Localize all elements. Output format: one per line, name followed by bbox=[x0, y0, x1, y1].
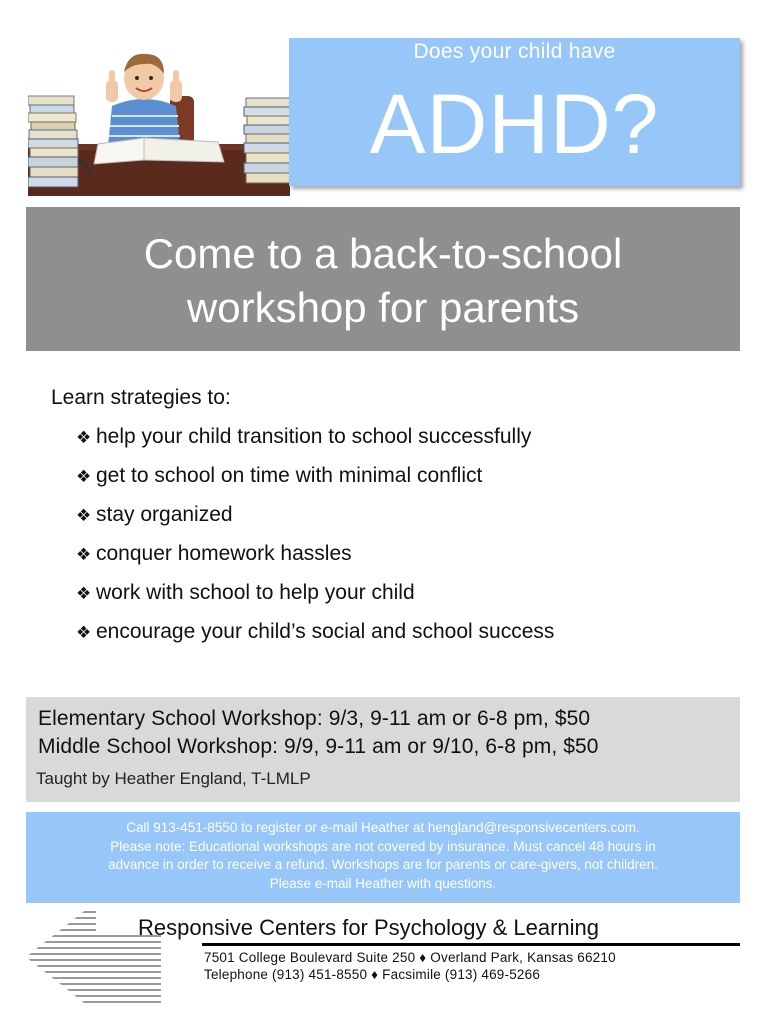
diamond-bullet-icon: ❖ bbox=[76, 584, 92, 604]
contact-line: Please e-mail Heather with questions. bbox=[269, 875, 497, 891]
diamond-bullet-icon: ❖ bbox=[76, 623, 92, 643]
strategies-list bbox=[76, 423, 554, 657]
strategy-text: get to school on time with minimal conflict bbox=[96, 464, 483, 487]
workshop-schedule-box bbox=[26, 697, 740, 802]
strategy-text: encourage your child’s social and school success bbox=[96, 620, 555, 643]
contact-line: Call 913-451-8550 to register or e-mail Heather at hengland@responsivecenters.com. bbox=[126, 820, 640, 835]
strategy-text: work with school to help your child bbox=[96, 581, 415, 604]
phone-line: Telephone (913) 451-8550 ♦ Facsimile (913) 469-5266 bbox=[204, 967, 541, 982]
headline-adhd: ADHD? bbox=[369, 77, 660, 171]
contact-line: Please note: Educational workshops are not covered by insurance. Must cancel 48 hours in bbox=[110, 838, 656, 854]
organization-name: Responsive Centers for Psychology & Learning bbox=[138, 915, 600, 940]
strategy-text: help your child transition to school successfully bbox=[96, 425, 532, 448]
list-item bbox=[76, 462, 554, 501]
list-item bbox=[76, 618, 554, 657]
organization-address bbox=[204, 949, 616, 983]
diamond-bullet-icon: ❖ bbox=[76, 545, 92, 565]
middle-school-workshop: Middle School Workshop: 9/9, 9-11 am or 9/10, 6-8 pm, $50 bbox=[38, 735, 599, 758]
footer-divider bbox=[202, 943, 740, 946]
workshop-banner bbox=[26, 207, 740, 351]
diamond-bullet-icon: ❖ bbox=[76, 467, 92, 487]
strategy-text: stay organized bbox=[96, 503, 233, 526]
list-item bbox=[76, 579, 554, 618]
headline-box bbox=[289, 38, 740, 186]
contact-line: advance in order to receive a refund. Workshops are for parents or care-givers, not children. bbox=[108, 857, 658, 873]
banner-line-1: Come to a back-to-school bbox=[143, 230, 623, 277]
child-thumbs-up-photo bbox=[28, 36, 290, 196]
workshop-teacher: Taught by Heather England, T-LMLP bbox=[36, 769, 311, 788]
strategy-text: conquer homework hassles bbox=[96, 542, 352, 565]
list-item bbox=[76, 540, 554, 579]
diamond-bullet-icon: ❖ bbox=[76, 506, 92, 526]
contact-info-box bbox=[26, 812, 740, 903]
headline-question: Does your child have bbox=[413, 40, 616, 63]
list-item bbox=[76, 423, 554, 462]
diamond-bullet-icon: ❖ bbox=[76, 428, 92, 448]
strategies-title: Learn strategies to: bbox=[51, 386, 231, 409]
child-at-desk-illustration bbox=[28, 36, 290, 196]
elementary-workshop: Elementary School Workshop: 9/3, 9-11 am or 6-8 pm, $50 bbox=[38, 707, 591, 730]
banner-line-2: workshop for parents bbox=[186, 284, 580, 331]
list-item bbox=[76, 501, 554, 540]
address-line: 7501 College Boulevard Suite 250 ♦ Overland Park, Kansas 66210 bbox=[204, 950, 616, 965]
